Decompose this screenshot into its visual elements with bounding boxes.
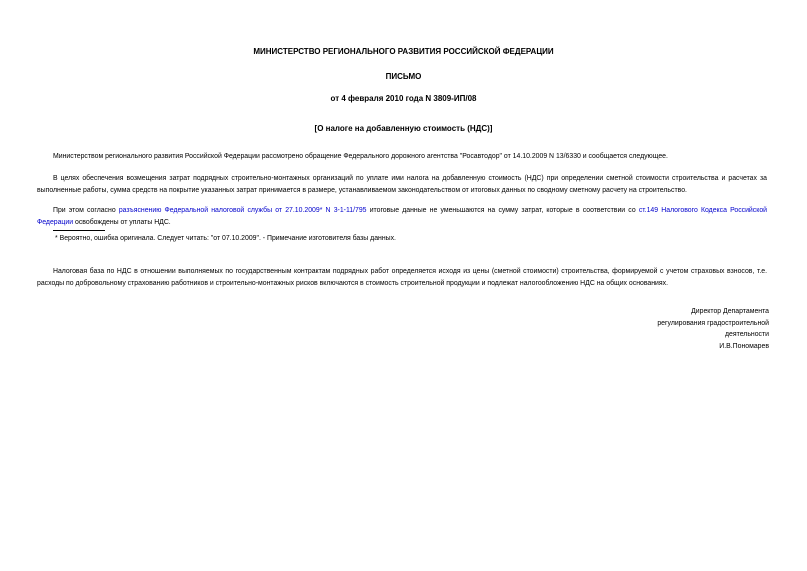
footnote: * Вероятно, ошибка оригинала. Следует читать: "от 07.10.2009". - Примечание изготовителя базы данных. bbox=[55, 235, 396, 242]
subject-heading: [О налоге на добавленную стоимость (НДС)] bbox=[314, 124, 493, 133]
paragraph-1: Министерством регионального развития Российской Федерации рассмотрено обращение Федерального дорожного агентства "Росавтодор" от 14.10.2009 N 13/6330 и сообщается следующее. bbox=[53, 153, 668, 160]
signatory-name: И.В.Пономарев bbox=[719, 342, 769, 350]
paragraph-3-text-2: итоговые данные не уменьшаются на сумму затрат, которые в соответствии со bbox=[366, 207, 639, 214]
signature-title-line-2: регулирования градостроительной bbox=[657, 319, 769, 327]
date-number-heading: от 4 февраля 2010 года N 3809-ИП/08 bbox=[330, 94, 477, 103]
paragraph-3-text-1: При этом согласно bbox=[53, 207, 119, 214]
signature-title-line-3: деятельности bbox=[725, 331, 769, 338]
ministry-heading: МИНИСТЕРСТВО РЕГИОНАЛЬНОГО РАЗВИТИЯ РОССИЙСКОЙ ФЕДЕРАЦИИ bbox=[253, 47, 554, 56]
footnote-divider bbox=[53, 230, 105, 231]
signature-title-line-1: Директор Департамента bbox=[691, 308, 769, 315]
fns-clarification-link[interactable]: разъяснению Федеральной налоговой службы от 27.10.2009* N 3-1-11/795 bbox=[118, 207, 367, 214]
document-type-heading: ПИСЬМО bbox=[385, 72, 422, 81]
paragraph-2: В целях обеспечения возмещения затрат подрядных строительно-монтажных организаций по уплате ими налога на добавленную стоимость (НДС) при определении сметной стоимости строительства и расчетах за выполненные работы, сумма средств на покрытие указанных затрат принимается в размере, устанавливаемом законодательством от итоговых данных по сводному сметному расчету на строительство. bbox=[37, 175, 767, 194]
tax-code-article-link[interactable]: ст.149 Налогового Кодекса Российской Федерации bbox=[37, 207, 768, 226]
paragraph-3 bbox=[37, 205, 767, 228]
paragraph-4: Налоговая база по НДС в отношении выполняемых по государственным контрактам подрядных работ определяется исходя из цены (сметной стоимости) строительства, формируемой с учетом страховых взносов, т.е. расходы по добровольному страхованию работников и строительно-монтажных рисков включаются в стоимость строительной продукции и подлежат налогообложению НДС на общих основаниях. bbox=[37, 268, 767, 287]
paragraph-3-text-3: освобождены от уплаты НДС. bbox=[73, 218, 171, 226]
signature-block bbox=[629, 306, 769, 352]
